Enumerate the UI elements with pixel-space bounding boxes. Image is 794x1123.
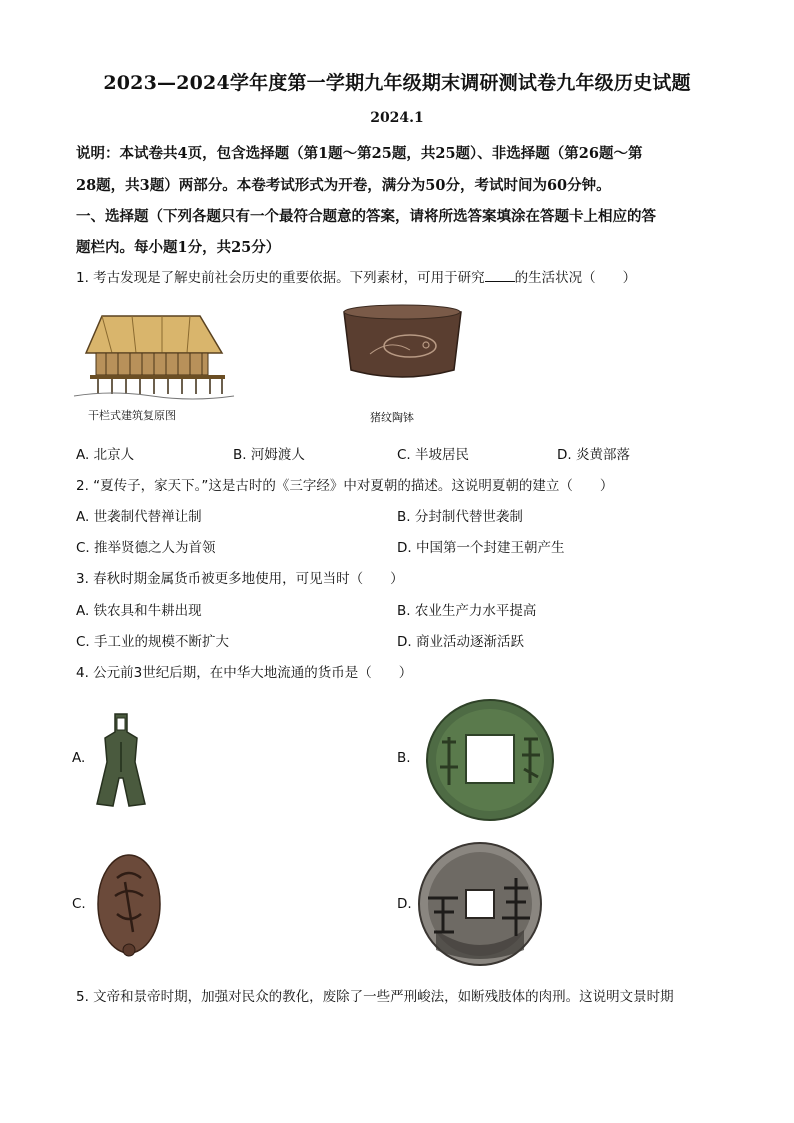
answer-blank bbox=[485, 269, 515, 282]
q3-option-a[interactable]: A. 铁农具和牛耕出现 bbox=[76, 603, 202, 619]
pig-pottery-bowl-image bbox=[340, 302, 465, 387]
spade-coin-image[interactable] bbox=[93, 712, 149, 810]
page-title: 2023—2024学年度第一学期九年级期末调研测试卷九年级历史试题 bbox=[103, 72, 691, 94]
q1-option-c[interactable]: C. 半坡居民 bbox=[397, 447, 470, 463]
section-heading-line-2: 题栏内。每小题1分，共25分） bbox=[76, 239, 281, 256]
section-heading-line-1: 一、选择题（下列各题只有一个最符合题意的答案，请将所选答案填涂在答题卡上相应的答 bbox=[76, 208, 656, 225]
q3-option-d[interactable]: D. 商业活动逐渐活跃 bbox=[397, 634, 524, 650]
question-1-stem-start: 1. 考古发现是了解史前社会历史的重要依据。下列素材，可用于研究 bbox=[76, 270, 485, 286]
q1-option-d[interactable]: D. 炎黄部落 bbox=[557, 447, 630, 463]
q4-option-a-label[interactable]: A. bbox=[72, 750, 86, 766]
q1-option-b[interactable]: B. 河姆渡人 bbox=[233, 447, 305, 463]
exam-date: 2024.1 bbox=[370, 110, 424, 126]
q2-option-b[interactable]: B. 分封制代替世袭制 bbox=[397, 509, 523, 525]
question-1-stem-end: 的生活状况（ ） bbox=[514, 270, 637, 286]
knife-spade-round-coin-image[interactable] bbox=[416, 840, 544, 968]
banliang-coin-image[interactable] bbox=[424, 697, 556, 823]
question-2-stem: 2. “夏传子，家天下。”这是古时的《三字经》中对夏朝的描述。这说明夏朝的建立（ ） bbox=[76, 478, 614, 494]
stilt-house-image bbox=[72, 308, 237, 403]
q2-option-c[interactable]: C. 推举贤德之人为首领 bbox=[76, 540, 216, 556]
instructions-line-1: 说明：本试卷共4页，包含选择题（第1题～第25题，共25题）、非选择题（第26题～第 bbox=[76, 145, 643, 162]
question-5-stem: 5. 文帝和景帝时期，加强对民众的教化，废除了一些严刑峻法，如断残肢体的肉刑。这说明文景时期 bbox=[76, 989, 674, 1005]
instructions-line-2: 28题，共3题）两部分。本卷考试形式为开卷，满分为50分，考试时间为60分钟。 bbox=[76, 177, 611, 194]
q4-option-d-label[interactable]: D. bbox=[397, 896, 412, 912]
q4-option-c-label[interactable]: C. bbox=[72, 896, 86, 912]
question-4-stem: 4. 公元前3世纪后期，在中华大地流通的货币是（ ） bbox=[76, 665, 413, 681]
q3-option-c[interactable]: C. 手工业的规模不断扩大 bbox=[76, 634, 230, 650]
q3-option-b[interactable]: B. 农业生产力水平提高 bbox=[397, 603, 537, 619]
q4-option-b-label[interactable]: B. bbox=[397, 750, 411, 766]
q1-option-a[interactable]: A. 北京人 bbox=[76, 447, 135, 463]
stilt-house-caption: 干栏式建筑复原图 bbox=[88, 409, 176, 422]
question-1-stem bbox=[76, 266, 636, 286]
q2-option-a[interactable]: A. 世袭制代替禅让制 bbox=[76, 509, 202, 525]
pig-pottery-bowl-caption: 猪纹陶钵 bbox=[370, 411, 414, 424]
q2-option-d[interactable]: D. 中国第一个封建王朝产生 bbox=[397, 540, 565, 556]
antnose-coin-image[interactable] bbox=[95, 852, 163, 960]
question-3-stem: 3. 春秋时期金属货币被更多地使用，可见当时（ ） bbox=[76, 571, 404, 587]
